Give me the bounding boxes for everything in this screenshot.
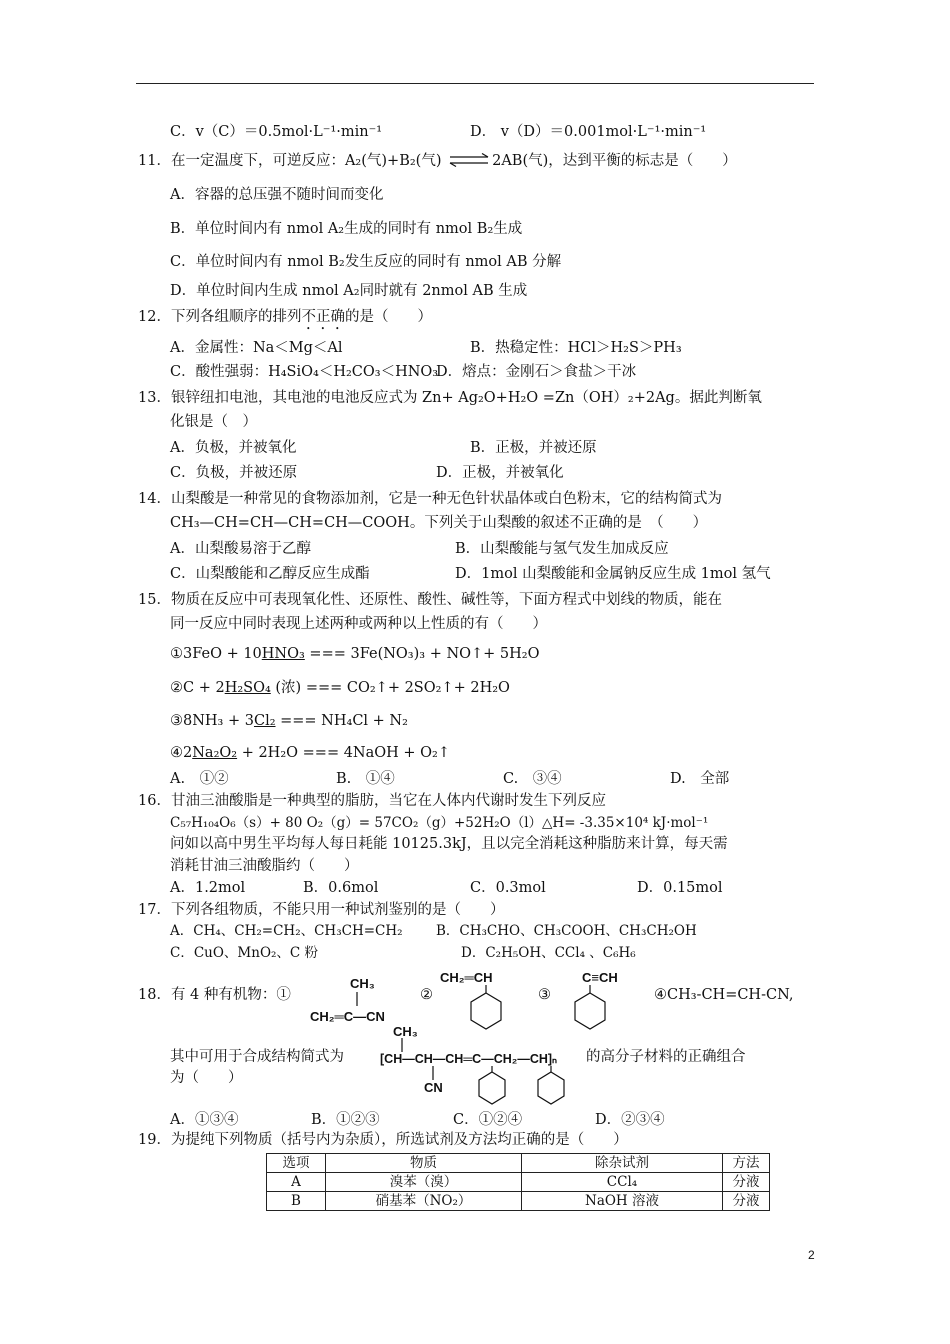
- q10-option-c: C．v（C）＝0.5mol·L⁻¹·min⁻¹: [170, 124, 383, 140]
- header-rule: [136, 83, 814, 84]
- q18-stem-2-pre: 其中可用于合成结构简式为: [170, 1049, 344, 1065]
- q13-option-b: B．正极，并被还原: [470, 440, 597, 456]
- q18-stem-text: 有 4 种有机物：①: [170, 987, 291, 1003]
- q12-stem-post: 的是（ ）: [344, 309, 432, 325]
- q11-option-b: B．单位时间内有 nmol A₂生成的同时有 nmol B₂生成: [170, 221, 523, 237]
- benzene-ring-icon: [534, 1066, 568, 1106]
- q14-option-c: C．山梨酸能和乙醇反应生成酯: [170, 566, 370, 582]
- q14-option-b: B．山梨酸能与氢气发生加成反应: [455, 541, 669, 557]
- q11-option-a: A．容器的总压强不随时间而变化: [170, 187, 384, 203]
- q18-number: 18．: [138, 987, 171, 1003]
- q11-option-c: C．单位时间内有 nmol B₂发生反应的同时有 nmol AB 分解: [170, 254, 562, 270]
- q16-equation: C₅₇H₁₀₄O₆（s）+ 80 O₂（g）= 57CO₂（g）+52H₂O（l）△H= -3.35×10⁴ kJ·mol⁻¹: [170, 815, 709, 831]
- q15-option-b: B. ①④: [336, 771, 395, 787]
- q16-stem-1: 甘油三油酸脂是一种典型的脂肪，当它在人体内代谢时发生下列反应: [170, 793, 606, 809]
- q16-option-b: B．0.6mol: [303, 880, 379, 896]
- struct3-top: C≡CH: [582, 970, 618, 985]
- polymer-ch3: CH₃: [393, 1024, 418, 1039]
- table-row: [267, 1173, 770, 1192]
- page-number: 2: [808, 1248, 815, 1262]
- benzene-ring-icon: [475, 1066, 509, 1106]
- q15-number: 15．: [138, 592, 171, 608]
- q17-number: 17．: [138, 902, 171, 918]
- table-cell: A: [267, 1173, 326, 1192]
- q12-stem-pre: 下列各组顺序的排列: [170, 309, 302, 325]
- q16-option-d: D．0.15mol: [637, 880, 723, 896]
- q15-stem-1: 物质在反应中可表现氧化性、还原性、酸性、碱性等，下面方程式中划线的物质，能在: [170, 592, 722, 608]
- q13-option-d: D．正极，并被氧化: [436, 465, 564, 481]
- table-cell: B: [267, 1192, 326, 1211]
- q13-option-c: C．负极，并被还原: [170, 465, 298, 481]
- q15-equation-3: [170, 711, 408, 731]
- q15-eq2-post: (浓) === CO₂↑+ 2SO₂↑+ 2H₂O: [270, 680, 510, 696]
- q18-stem-3: 为（ ）: [170, 1070, 243, 1086]
- q13-stem-1: 银锌纽扣电池，其电池的电池反应式为 Zn+ Ag₂O+H₂O =Zn（OH）₂+2Ag。据此判断氧: [170, 390, 762, 406]
- q16-stem: [138, 791, 606, 811]
- q14-stem: [138, 489, 722, 509]
- q15-eq3-pre: ③8NH₃ + 3: [170, 713, 254, 729]
- table-cell: 溴苯（溴）: [326, 1173, 522, 1192]
- q17-stem: [138, 900, 504, 920]
- q15-eq1-post: === 3Fe(NO₃)₃ + NO↑+ 5H₂O: [304, 646, 540, 662]
- table-row: [267, 1192, 770, 1211]
- q16-option-a: A．1.2mol: [170, 880, 246, 896]
- table-cell: 硝基苯（NO₂）: [326, 1192, 522, 1211]
- q12-number: 12．: [138, 309, 171, 325]
- q19-table: [266, 1153, 770, 1211]
- table-cell: 分液: [723, 1192, 770, 1211]
- q11-option-d: D．单位时间内生成 nmol A₂同时就有 2nmol AB 生成: [170, 283, 528, 299]
- q15-eq2-pre: ②C + 2: [170, 680, 225, 696]
- q12-stem-emphasis: 不正确: [301, 309, 345, 325]
- q15-equation-1: [170, 644, 540, 664]
- q12-option-b: B．热稳定性：HCl＞H₂S＞PH₃: [470, 340, 682, 356]
- q19-stem-text: 为提纯下列物质（括号内为杂质），所选试剂及方法均正确的是（ ）: [170, 1132, 628, 1148]
- q13-stem-2: 化银是（ ）: [170, 414, 257, 430]
- q13-stem: [138, 388, 762, 408]
- q15-equation-4: [170, 743, 450, 763]
- q18-mark-3: ③: [538, 987, 551, 1003]
- q15-eq4-post: + 2H₂O === 4NaOH + O₂↑: [237, 745, 451, 761]
- table-cell: NaOH 溶液: [522, 1192, 723, 1211]
- q15-eq3-post: === NH₄Cl + N₂: [275, 713, 408, 729]
- q16-number: 16．: [138, 793, 171, 809]
- q13-number: 13．: [138, 390, 171, 406]
- q11-number: 11．: [138, 153, 171, 169]
- q16-stem-3: 消耗甘油三油酸脂约（ ）: [170, 858, 359, 874]
- struct1-bond-icon: [354, 992, 360, 1006]
- q15-eq2-underlined: H₂SO₄: [224, 680, 271, 696]
- q18-mark-2: ②: [420, 987, 433, 1003]
- q15-eq4-pre: ④2: [170, 745, 193, 761]
- q18-mark-4: ④CH₃-CH=CH-CN,: [654, 987, 794, 1003]
- q14-number: 14．: [138, 491, 171, 507]
- struct2-top: CH₂═CH: [440, 970, 493, 985]
- q11-stem: [138, 151, 737, 171]
- table-header-row: [267, 1154, 770, 1173]
- q16-option-c: C．0.3mol: [470, 880, 546, 896]
- q18-option-d: D．②③④: [595, 1112, 665, 1128]
- q15-eq4-underlined: Na₂O₂: [192, 745, 238, 761]
- q16-stem-2: 问如以高中男生平均每人每日耗能 10125.3kJ，且以完全消耗这种脂肪来计算，每天需: [170, 836, 728, 852]
- q14-stem-2: CH₃—CH=CH—CH=CH—COOH。下列关于山梨酸的叙述不正确的是 （ ）: [170, 515, 708, 531]
- table-header: 方法: [723, 1154, 770, 1173]
- reversible-arrow-icon: [446, 153, 492, 167]
- q17-stem-text: 下列各组物质，不能只用一种试剂鉴别的是（ ）: [170, 902, 505, 918]
- table-cell: 分液: [723, 1173, 770, 1192]
- q17-option-a: A．CH₄、CH₂=CH₂、CH₃CH=CH₂: [170, 923, 403, 939]
- q15-stem: [138, 590, 722, 610]
- q10-option-d: D． v（D）＝0.001mol·L⁻¹·min⁻¹: [470, 124, 707, 140]
- polymer-chain: [CH—CH—CH═C—CH₂—CH]ₙ: [380, 1052, 558, 1066]
- table-header: 物质: [326, 1154, 522, 1173]
- q12-option-d: D．熔点：金刚石＞食盐＞干冰: [436, 364, 637, 380]
- table-header: 除杂试剂: [522, 1154, 723, 1173]
- q14-stem-1: 山梨酸是一种常见的食物添加剂，它是一种无色针状晶体或白色粉末，它的结构简式为: [170, 491, 722, 507]
- q12-option-c: C．酸性强弱：H₄SiO₄＜H₂CO₃＜HNO₃: [170, 364, 439, 380]
- q14-option-a: A．山梨酸易溶于乙醇: [170, 541, 311, 557]
- q18-option-a: A．①③④: [170, 1112, 239, 1128]
- table-cell: CCl₄: [522, 1173, 723, 1192]
- q17-option-d: D．C₂H₅OH、CCl₄ 、C₆H₆: [461, 945, 636, 961]
- q15-option-d: D. 全部: [670, 771, 730, 787]
- q18-option-c: C．①②④: [453, 1112, 523, 1128]
- q15-eq1-pre: ①3FeO + 10: [170, 646, 262, 662]
- q15-stem-2: 同一反应中同时表现上述两种或两种以上性质的有（ ）: [170, 616, 547, 632]
- q19-number: 19．: [138, 1132, 171, 1148]
- q17-option-c: C．CuO、MnO₂、C 粉: [170, 945, 319, 961]
- q11-stem-b: 2AB(气)，达到平衡的标志是（ ）: [492, 153, 737, 169]
- q12-stem: [138, 307, 432, 333]
- q11-stem-a: 在一定温度下，可逆反应：A₂(气)+B₂(气): [170, 153, 442, 169]
- q19-stem: [138, 1130, 628, 1150]
- q15-option-c: C. ③④: [503, 771, 562, 787]
- q15-eq3-underlined: Cl₂: [253, 713, 276, 729]
- q14-option-d: D．1mol 山梨酸能和金属钠反应生成 1mol 氢气: [455, 566, 771, 582]
- struct1-main: CH₂═C—CN: [310, 1009, 385, 1024]
- q15-eq1-underlined: HNO₃: [261, 646, 305, 662]
- table-header: 选项: [267, 1154, 326, 1173]
- q15-option-a: A. ①②: [170, 771, 229, 787]
- benzene-ring-icon: [570, 985, 610, 1031]
- struct1-ch3: CH₃: [350, 976, 375, 991]
- q18-option-b: B．①②③: [311, 1112, 380, 1128]
- q18-stem: [138, 985, 291, 1005]
- benzene-ring-icon: [466, 985, 506, 1031]
- q12-option-a: A．金属性：Na＜Mg＜Al: [170, 340, 343, 356]
- q18-stem-2: [170, 1047, 344, 1067]
- q13-option-a: A．负极，并被氧化: [170, 440, 297, 456]
- polymer-cn: CN: [424, 1080, 443, 1095]
- q15-equation-2: [170, 678, 510, 698]
- q18-stem-2-post: 的高分子材料的正确组合: [586, 1049, 746, 1065]
- q17-option-b: B．CH₃CHO、CH₃COOH、CH₃CH₂OH: [436, 923, 697, 939]
